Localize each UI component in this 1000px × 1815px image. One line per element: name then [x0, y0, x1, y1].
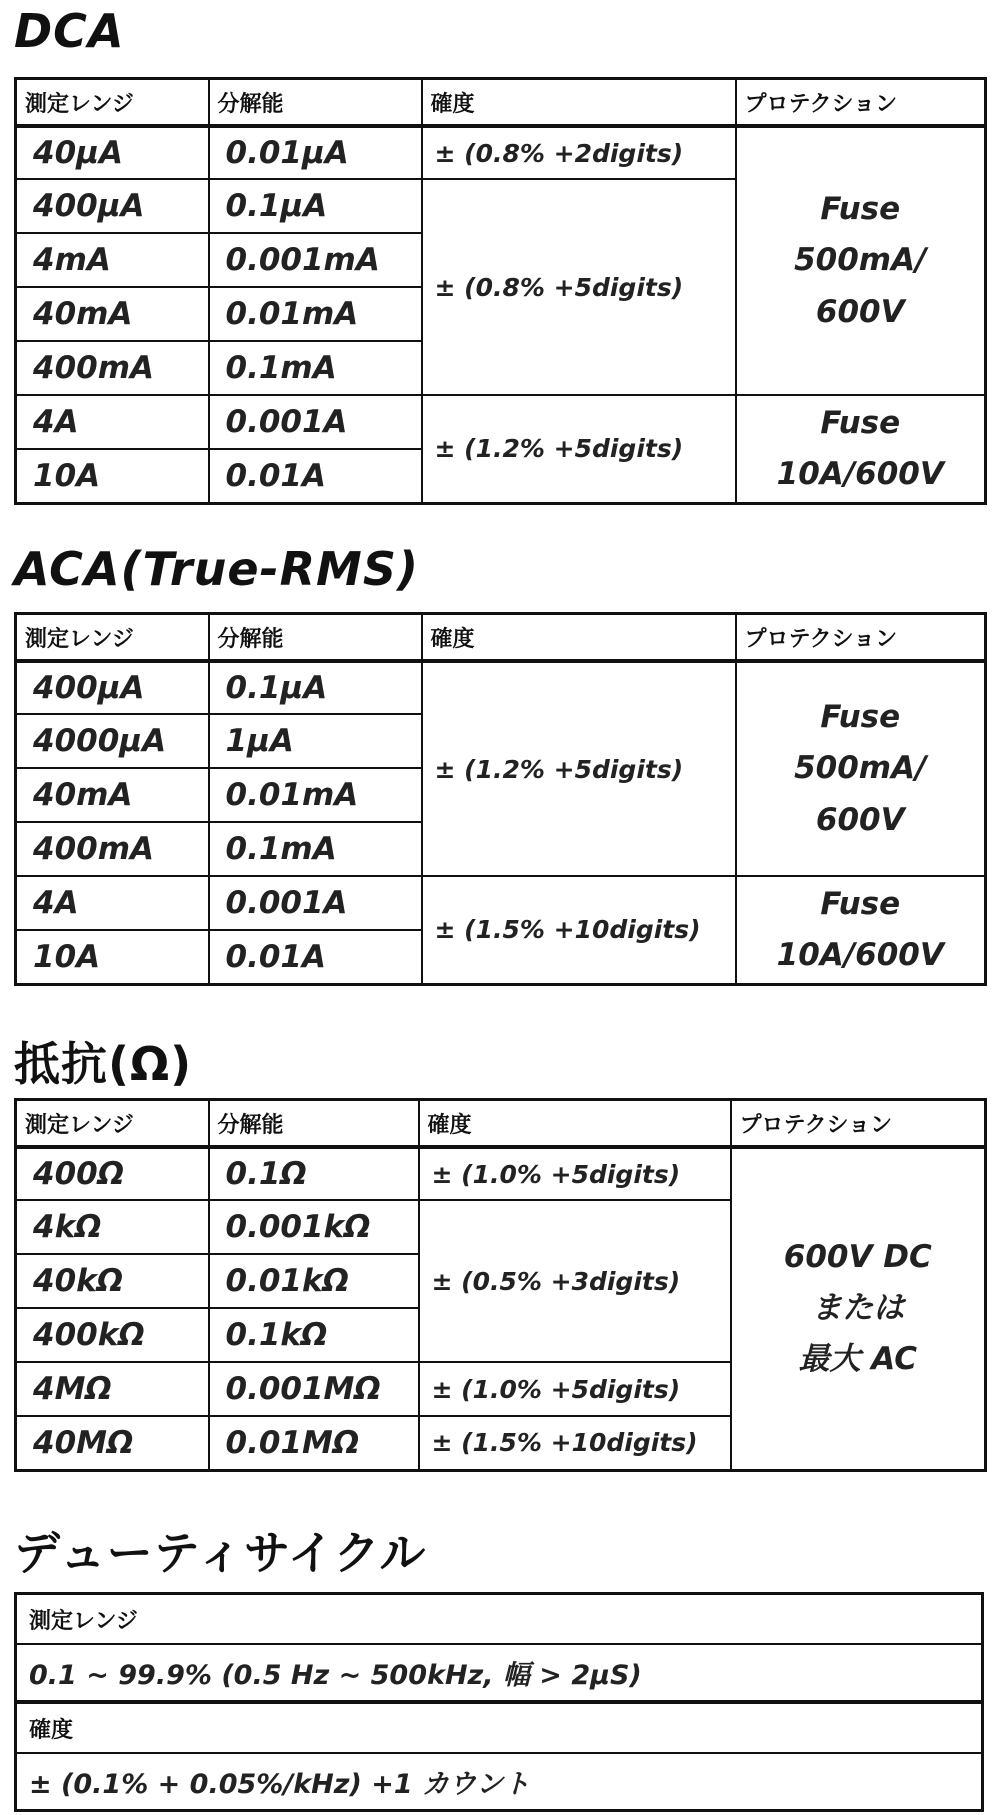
resolution-cell: 0.01mA	[209, 287, 422, 341]
accuracy-cell: ± (0.5% +3digits)	[419, 1200, 731, 1362]
range-cell: 40MΩ	[16, 1416, 209, 1470]
table-row	[16, 126, 986, 179]
resolution-cell: 0.01MΩ	[209, 1416, 419, 1470]
accuracy-cell: ± (1.0% +5digits)	[419, 1147, 731, 1200]
accuracy-cell: ± (0.8% +2digits)	[422, 126, 736, 179]
table-row	[16, 661, 986, 714]
range-cell: 10A	[16, 930, 209, 984]
protection-line: 10A/600V	[776, 936, 944, 973]
protection-line: 600V DC	[783, 1239, 932, 1276]
header-protection: プロテクション	[736, 79, 986, 127]
resolution-cell: 0.01A	[209, 449, 422, 503]
protection-line: Fuse	[820, 191, 901, 228]
resolution-cell: 0.001kΩ	[209, 1200, 419, 1254]
resistance-title: 抵抗(Ω)	[14, 1037, 193, 1091]
header-accuracy: 確度	[419, 1100, 731, 1148]
aca-title: ACA(True-RMS)	[14, 542, 419, 596]
table-header-row	[16, 79, 986, 127]
protection-cell	[736, 395, 986, 503]
range-cell: 400kΩ	[16, 1308, 209, 1362]
header-resolution: 分解能	[209, 614, 422, 662]
protection-line: 600V	[815, 293, 905, 330]
header-protection: プロテクション	[736, 614, 986, 662]
accuracy-cell: ± (0.8% +5digits)	[422, 179, 736, 395]
dca-title: DCA	[14, 4, 125, 58]
protection-line: 最大 AC	[798, 1341, 918, 1378]
resolution-cell: 0.001A	[209, 876, 422, 930]
resolution-cell: 1μA	[209, 714, 422, 768]
range-cell: 4A	[16, 395, 209, 449]
aca-table	[14, 612, 987, 986]
duty-title: デューティサイクル	[14, 1526, 427, 1580]
accuracy-cell: ± (1.2% +5digits)	[422, 395, 736, 503]
header-resolution: 分解能	[209, 1100, 419, 1148]
table-row	[16, 876, 986, 930]
duty-accuracy-label: 確度	[17, 1704, 981, 1754]
resolution-cell: 0.01mA	[209, 768, 422, 822]
protection-cell	[736, 126, 986, 395]
duty-range-label: 測定レンジ	[17, 1595, 981, 1645]
resolution-cell: 0.001A	[209, 395, 422, 449]
duty-accuracy-value: ± (0.1% + 0.05%/kHz) +1 カウント	[29, 1769, 531, 1800]
protection-line: Fuse	[820, 885, 901, 922]
range-cell: 40μA	[16, 126, 209, 179]
table-header-row	[16, 1100, 986, 1148]
table-header-row	[16, 614, 986, 662]
header-range: 測定レンジ	[16, 1100, 209, 1148]
header-accuracy: 確度	[422, 614, 736, 662]
accuracy-cell: ± (1.5% +10digits)	[419, 1416, 731, 1470]
duty-range-value: 0.1 ~ 99.9% (0.5 Hz ~ 500kHz, 幅 > 2μS)	[17, 1645, 981, 1704]
resolution-cell: 0.01kΩ	[209, 1254, 419, 1308]
protection-line: 10A/600V	[776, 455, 944, 492]
range-cell: 400Ω	[16, 1147, 209, 1200]
range-cell: 40kΩ	[16, 1254, 209, 1308]
header-range: 測定レンジ	[16, 79, 209, 127]
range-cell: 400mA	[16, 822, 209, 876]
range-cell: 400μA	[16, 661, 209, 714]
resolution-cell: 0.1μA	[209, 179, 422, 233]
dca-table	[14, 77, 987, 505]
accuracy-cell: ± (1.0% +5digits)	[419, 1362, 731, 1416]
protection-line: Fuse	[820, 404, 901, 441]
header-protection: プロテクション	[731, 1100, 986, 1148]
resolution-cell: 0.1mA	[209, 822, 422, 876]
protection-cell	[731, 1147, 986, 1470]
header-resolution: 分解能	[209, 79, 422, 127]
range-cell: 400μA	[16, 179, 209, 233]
resolution-cell: 0.001MΩ	[209, 1362, 419, 1416]
protection-line: Fuse	[820, 699, 901, 736]
protection-line: 500mA/	[794, 750, 927, 787]
protection-line: 500mA/	[794, 242, 927, 279]
resolution-cell: 0.1Ω	[209, 1147, 419, 1200]
range-cell: 4A	[16, 876, 209, 930]
range-cell: 10A	[16, 449, 209, 503]
resolution-cell: 0.01μA	[209, 126, 422, 179]
accuracy-cell: ± (1.2% +5digits)	[422, 661, 736, 876]
header-accuracy: 確度	[422, 79, 736, 127]
range-cell: 4kΩ	[16, 1200, 209, 1254]
resolution-cell: 0.1kΩ	[209, 1308, 419, 1362]
protection-cell	[736, 661, 986, 876]
resolution-cell: 0.01A	[209, 930, 422, 984]
protection-line: 600V	[815, 801, 905, 838]
protection-cell	[736, 876, 986, 984]
protection-line: または	[811, 1290, 905, 1327]
duty-table	[14, 1592, 984, 1812]
range-cell: 4mA	[16, 233, 209, 287]
range-cell: 4MΩ	[16, 1362, 209, 1416]
table-row	[16, 395, 986, 449]
range-cell: 40mA	[16, 768, 209, 822]
accuracy-cell: ± (1.5% +10digits)	[422, 876, 736, 984]
table-row	[16, 1147, 986, 1200]
range-cell: 40mA	[16, 287, 209, 341]
resolution-cell: 0.001mA	[209, 233, 422, 287]
resolution-cell: 0.1μA	[209, 661, 422, 714]
header-range: 測定レンジ	[16, 614, 209, 662]
resistance-table	[14, 1098, 987, 1472]
range-cell: 400mA	[16, 341, 209, 395]
range-cell: 4000μA	[16, 714, 209, 768]
resolution-cell: 0.1mA	[209, 341, 422, 395]
